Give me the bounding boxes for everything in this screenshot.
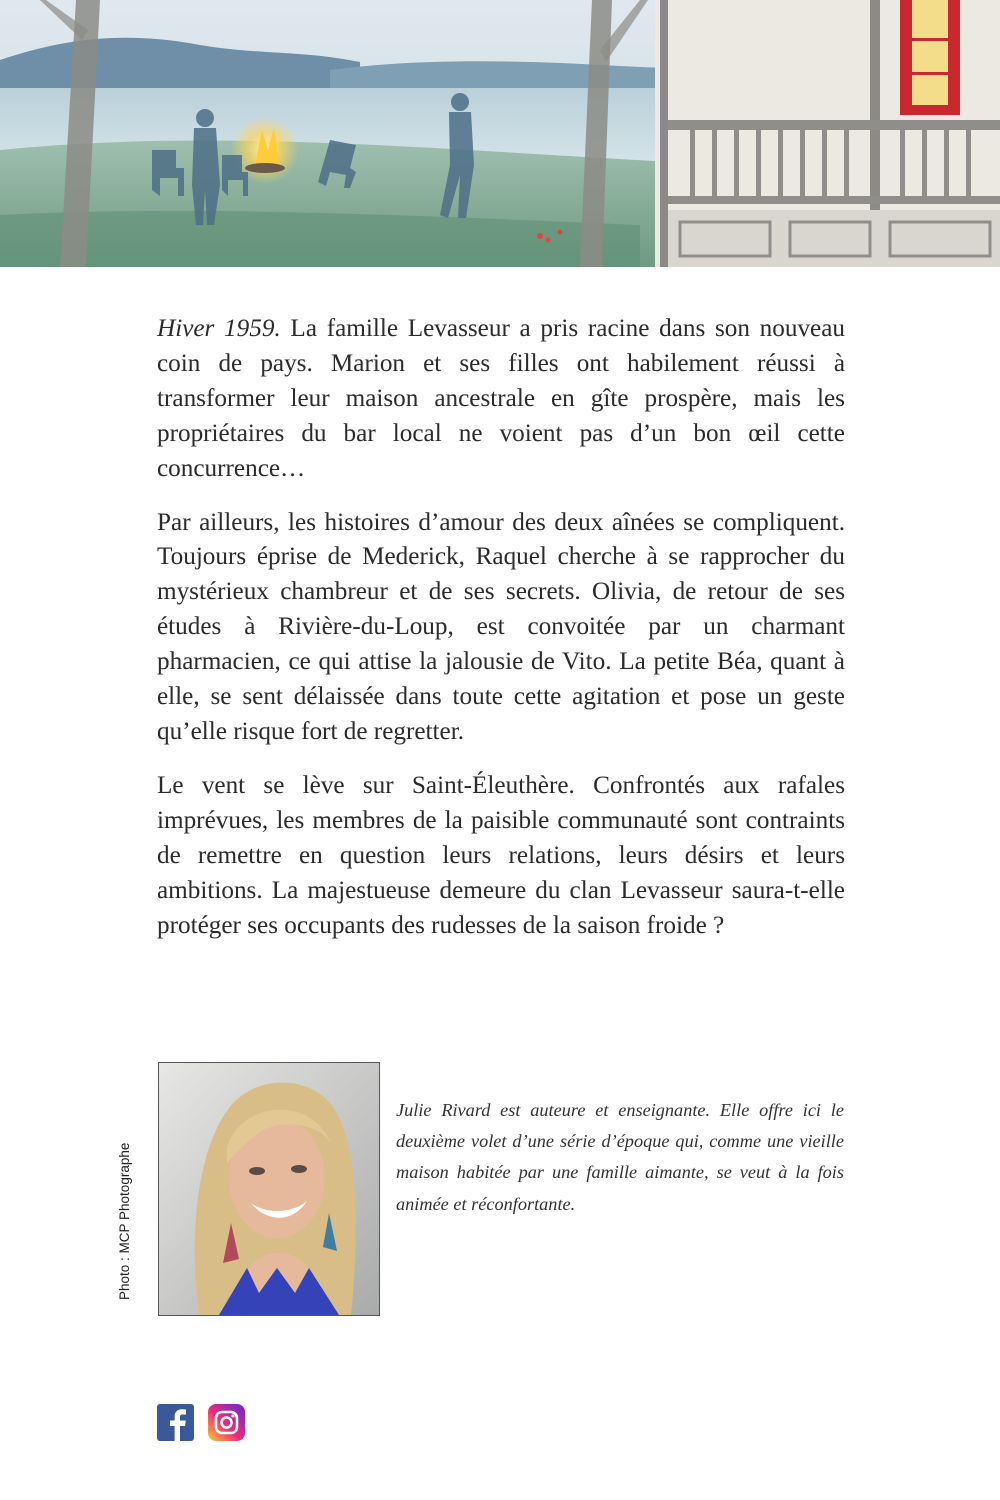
book-summary [157,312,845,962]
summary-paragraph-1 [157,312,845,487]
summary-date: Hiver 1959. [157,315,281,342]
instagram-icon[interactable] [208,1404,245,1441]
summary-paragraph-1-text: La famille Levasseur a pris racine dans son nouveau coin de pays. Marion et ses filles ont habilement réussi à transformer leur maison ancestrale en gîte prospère, mais les propriétaires du bar local ne voient pas d’un bon œil cette concurrence… [157,315,845,482]
author-bio: Julie Rivard est auteure et enseignante. Elle offre ici le deuxième volet d’une série d’époque qui, comme une vieille maison habitée par une famille aimante, se veut à la fois animée et réconfortante. [396,1100,844,1214]
summary-paragraph-2: Par ailleurs, les histoires d’amour des deux aînées se compliquent. Toujours éprise de Mederick, Raquel cherche à se rapprocher du mystérieux chambreur et de ses secrets. Olivia, de retour de ses études à Rivière-du-Loup, est convoitée par un charmant pharmacien, ce qui attise la jalousie de Vito. La petite Béa, quant à elle, se sent délaissée dans toute cette agitation et pose un geste qu’elle risque fort de regretter. [157,508,845,745]
facebook-icon[interactable] [157,1404,194,1441]
cover-painting [0,0,1000,267]
photo-credit: Photo : MCP Photographe [117,1142,132,1300]
social-links [157,1404,245,1441]
summary-paragraph-3: Le vent se lève sur Saint-Éleuthère. Confrontés aux rafales imprévues, les membres de la paisible communauté sont contraints de remettre en question leurs relations, leurs désirs et leurs ambitions. La majestueuse demeure du clan Levasseur saura-t-elle protéger ses occupants des rudesses de la saison froide ? [157,771,845,939]
author-photo [158,1062,380,1316]
